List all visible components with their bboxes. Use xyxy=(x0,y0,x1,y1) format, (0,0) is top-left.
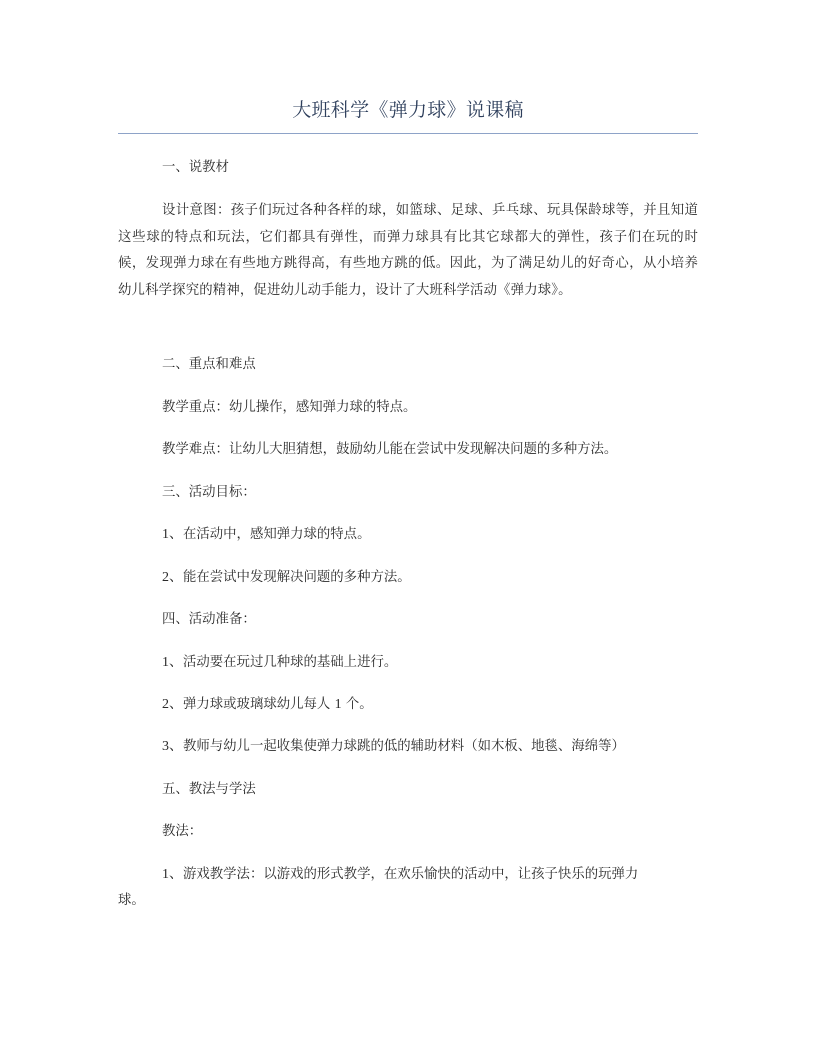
goal-item-text: 在活动中，感知弹力球的特点。 xyxy=(183,527,371,542)
preparation-item-text: 活动要在玩过几种球的基础上进行。 xyxy=(183,655,398,670)
design-intent-paragraph: 设计意图：孩子们玩过各种各样的球，如篮球、足球、乒乓球、玩具保龄球等，并且知道这些球的特点和玩法，它们都具有弹性，而弹力球具有比其它球都大的弹性，孩子们在玩的时候，发现弹力球在有些地方跳得高，有些地方跳的低。因此，为了满足幼儿的好奇心，从小培养幼儿科学探究的精神，促进幼儿动手能力，设计了大班科学活动《弹力球》。 xyxy=(118,203,698,298)
preparation-item-2 xyxy=(162,695,373,715)
goal-item-1 xyxy=(162,525,370,545)
difficulty-text: 教学难点：让幼儿大胆猜想，鼓励幼儿能在尝试中发现解决问题的多种方法。 xyxy=(162,442,618,457)
section-heading-activity-goals: 三、活动目标： xyxy=(162,485,256,500)
preparation-item-number: 1、 xyxy=(162,655,183,670)
preparation-item-text: 教师与幼儿一起收集使弹力球跳的低的辅助材料（如木板、地毯、海绵等） xyxy=(183,739,625,754)
goal-item-number: 1、 xyxy=(162,527,183,542)
preparation-item-3 xyxy=(162,737,625,757)
method-item-text: 游戏教学法：以游戏的形式教学，在欢乐愉快的活动中，让孩子快乐的玩弹力 xyxy=(183,867,639,882)
preparation-item-suffix: 个。 xyxy=(341,697,373,712)
goal-item-2 xyxy=(162,568,411,588)
method-item-number: 1、 xyxy=(162,867,183,882)
preparation-item-number: 3、 xyxy=(162,739,183,754)
preparation-item-text: 弹力球或玻璃球幼儿每人 xyxy=(183,697,335,712)
teaching-method-subheading: 教法： xyxy=(162,824,203,839)
document-title: 大班科学《弹力球》说课稿 xyxy=(292,99,524,121)
preparation-item-quantity: 1 xyxy=(334,697,342,712)
section-heading-teaching-material: 一、说教材 xyxy=(162,160,229,175)
title-underline-divider xyxy=(118,133,698,134)
section-heading-activity-preparation: 四、活动准备： xyxy=(162,612,256,627)
goal-item-text: 能在尝试中发现解决问题的多种方法。 xyxy=(183,570,411,585)
teaching-method-item-1 xyxy=(162,865,638,885)
key-point-text: 教学重点：幼儿操作，感知弹力球的特点。 xyxy=(162,400,417,415)
teaching-method-item-1-continuation: 球。 xyxy=(118,893,145,908)
section-heading-methods: 五、教法与学法 xyxy=(162,782,256,797)
goal-item-number: 2、 xyxy=(162,570,183,585)
section-heading-key-difficult-points: 二、重点和难点 xyxy=(162,357,256,372)
preparation-item-1 xyxy=(162,653,397,673)
preparation-item-number: 2、 xyxy=(162,697,183,712)
